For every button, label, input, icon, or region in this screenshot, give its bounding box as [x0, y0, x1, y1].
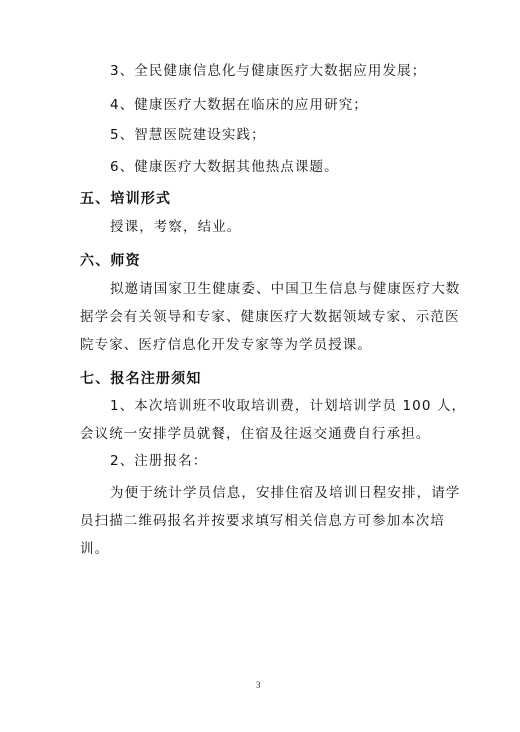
paragraph-line: 拟邀请国家卫生健康委、中国卫生信息与健康医疗大数: [110, 281, 461, 297]
paragraph-line: 据学会有关领导和专家、健康医疗大数据领域专家、示范医: [80, 309, 460, 325]
list-item: 4、健康医疗大数据在临床的应用研究；: [110, 97, 368, 113]
paragraph-line: 训。: [80, 541, 110, 557]
paragraph-line: 会议统一安排学员就餐，住宿及往返交通费自行承担。: [80, 426, 431, 442]
section-heading: 五、培训形式: [80, 191, 172, 207]
page-number: 3: [256, 680, 261, 690]
section-heading: 六、师资: [80, 253, 141, 269]
sub-heading: 2、注册报名：: [110, 453, 208, 469]
paragraph-line: 员扫描二维码报名并按要求填写相关信息方可参加本次培: [80, 513, 445, 529]
paragraph-line: 为便于统计学员信息，安排住宿及培训日程安排，请学: [110, 485, 461, 501]
paragraph: 授课，考察，结业。: [110, 219, 242, 235]
paragraph-line: 院专家、医疗信息化开发专家等为学员授课。: [80, 337, 372, 353]
list-item: 3、全民健康信息化与健康医疗大数据应用发展；: [110, 63, 427, 79]
section-heading: 七、报名注册须知: [80, 371, 202, 387]
list-item: 5、智慧医院建设实践；: [110, 127, 266, 143]
paragraph-line: 1、本次培训班不收取培训费，计划培训学员 100 人，: [110, 398, 467, 414]
list-item: 6、健康医疗大数据其他热点课题。: [110, 159, 339, 175]
